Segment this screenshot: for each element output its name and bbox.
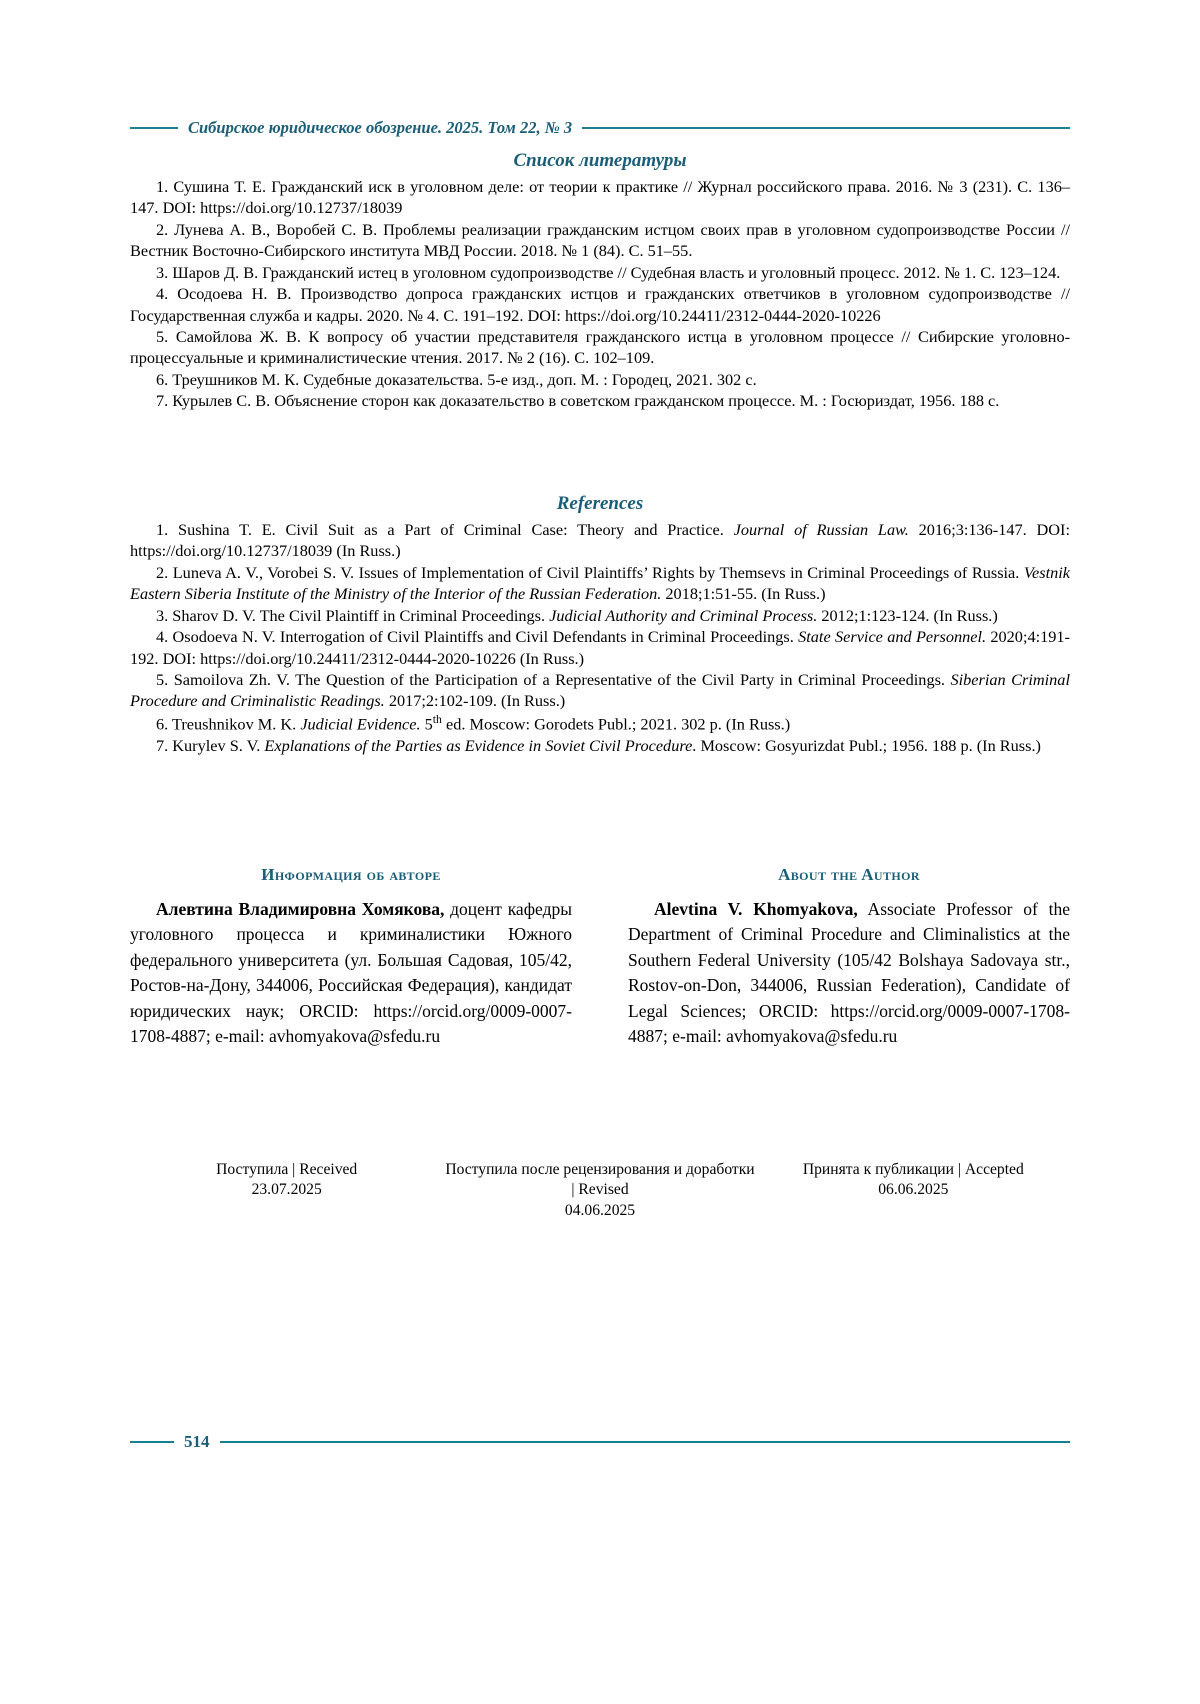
footer-rule-left <box>130 1441 174 1443</box>
author-info-ru <box>130 865 572 1049</box>
reference-item: 3. Sharov D. V. The Civil Plaintiff in Criminal Proceedings. Judicial Authority and Criminal Process. 2012;1:123-124. (In Russ.) <box>156 605 998 625</box>
ru-references-title: Список литературы <box>513 150 687 171</box>
author-info-en-body <box>628 897 1070 1049</box>
reference-item: 7. Kurylev S. V. Explanations of the Parties as Evidence in Soviet Civil Procedure. Moscow: Gosyurizdat Publ.; 1956. 188 p. (In Russ.) <box>156 735 1041 755</box>
reference-item: 4. Osodoeva N. V. Interrogation of Civil Plaintiffs and Civil Defendants in Criminal Proceedings. State Service and Personnel. 2020;4:191-192. DOI: https://doi.org/10.24411/2312-0444-2020-10226 (In Russ.) <box>130 627 1070 668</box>
date-revised-value: 04.06.2025 <box>564 1201 636 1219</box>
reference-item: 5. Самойлова Ж. В. К вопросу об участии представителя гражданского истца в уголовном процессе // Сибирские уголовно-процессуальные и криминалистические чтения. 2017. № 2 (16). С. 102–109. <box>130 326 1070 368</box>
date-revised-label: Поступила после рецензирования и доработки | Revised <box>445 1161 755 1199</box>
en-references-list <box>130 519 1070 756</box>
footer-rule-right <box>220 1441 1071 1443</box>
reference-item: 2. Лунева А. В., Воробей С. В. Проблемы реализации гражданским истцом своих прав в уголовном судопроизводстве России // Вестник Восточно-Сибирского института МВД России. 2018. № 1 (84). С. 51–55. <box>130 219 1070 261</box>
reference-item: 7. Курылев С. В. Объяснение сторон как доказательство в советском гражданском процессе. М. : Госюриздат, 1956. 188 с. <box>156 391 1000 411</box>
reference-item: 1. Sushina T. E. Civil Suit as a Part of Criminal Case: Theory and Practice. Journal of Russian Law. 2016;3:136-147. DOI: https://doi.org/10.12737/18039 (In Russ.) <box>130 520 1070 561</box>
running-head-text: Сибирское юридическое обозрение. 2025. Том 22, № 3 <box>188 118 573 137</box>
reference-item: 1. Сушина Т. Е. Гражданский иск в уголовном деле: от теории к практике // Журнал российского права. 2016. № 3 (231). С. 136–147. DOI: https://doi.org/10.12737/18039 <box>130 177 1070 218</box>
author-name-ru: Алевтина Владимировна Хомякова, <box>156 899 445 919</box>
submission-dates <box>130 1160 1070 1221</box>
reference-item: 6. Treushnikov M. K. Judicial Evidence. 5th ed. Moscow: Gorodets Publ.; 2021. 302 p. (In Russ.) <box>156 712 791 734</box>
date-received <box>130 1160 443 1221</box>
author-details-en: Associate Professor of the Department of Criminal Procedure and Climinalistics at the Southern Federal University (105/42 Bolshaya Sadovaya str., Rostov-on-Don, 344006, Russian Federation), Candidate of Legal Sciences; ORCID: https://orcid.org/0009-0007-1708-4887; e-mail: avhomyakova@sfedu.ru <box>628 899 1070 1046</box>
reference-item: 4. Осодоева Н. В. Производство допроса гражданских истцов и гражданских ответчиков в уголовном судопроизводстве // Государственная служба и кадры. 2020. № 4. С. 191–192. DOI: https://doi.org/10.24411/2312-0444-2020-10226 <box>130 284 1070 325</box>
date-accepted-label: Принята к публикации | Accepted <box>802 1161 1024 1178</box>
date-received-value: 23.07.2025 <box>251 1181 322 1199</box>
reference-item: 5. Samoilova Zh. V. The Question of the Participation of a Representative of the Civil Party in Criminal Proceedings. Siberian Criminal Procedure and Criminalistic Readings. 2017;2:102-109. (In Russ.) <box>130 669 1070 711</box>
page-canvas <box>130 0 1070 1704</box>
page-number: 514 <box>184 1432 210 1451</box>
author-info-ru-body <box>130 897 572 1049</box>
reference-item: 2. Luneva A. V., Vorobei S. V. Issues of Implementation of Civil Plaintiffs’ Rights by Themsevs in Criminal Proceedings of Russia. Vestnik Eastern Siberia Institute of the Ministry of the Interior of the Russian Federation. 2018;1:51-55. (In Russ.) <box>130 562 1070 604</box>
en-references-title: References <box>556 493 644 514</box>
author-name-en: Alevtina V. Khomyakova, <box>654 899 858 919</box>
date-received-label: Поступила | Received <box>216 1161 358 1178</box>
reference-item: 3. Шаров Д. В. Гражданский истец в уголовном судопроизводстве // Судебная власть и уголовный процесс. 2012. № 1. С. 123–124. <box>156 262 1061 282</box>
author-info-en-heading: About the Author <box>778 865 920 884</box>
date-accepted-value: 06.06.2025 <box>878 1181 949 1199</box>
author-details-ru: доцент кафедры уголовного процесса и криминалистики Южного федерального университета (ул. Большая Садовая, 105/42, Ростов-на-Дону, 344006, Российская Федерация), кандидат юридических наук; ORCID: https://orcid.org/0009-0007-1708-4887; e-mail: avhomyakova@sfedu.ru <box>130 899 572 1046</box>
running-head-rule-left <box>130 127 178 129</box>
date-revised <box>443 1160 756 1221</box>
page-footer <box>130 1432 1070 1452</box>
running-head <box>130 118 1070 138</box>
author-info-en <box>628 865 1070 1049</box>
running-head-rule-right <box>582 127 1070 129</box>
date-accepted <box>757 1160 1070 1221</box>
reference-item: 6. Треушников М. К. Судебные доказательства. 5-е изд., доп. М. : Городец, 2021. 302 с. <box>156 369 757 389</box>
author-info-ru-heading: Информация об авторе <box>261 865 441 884</box>
author-info-section <box>130 865 1070 1049</box>
ru-references-list <box>130 176 1070 412</box>
